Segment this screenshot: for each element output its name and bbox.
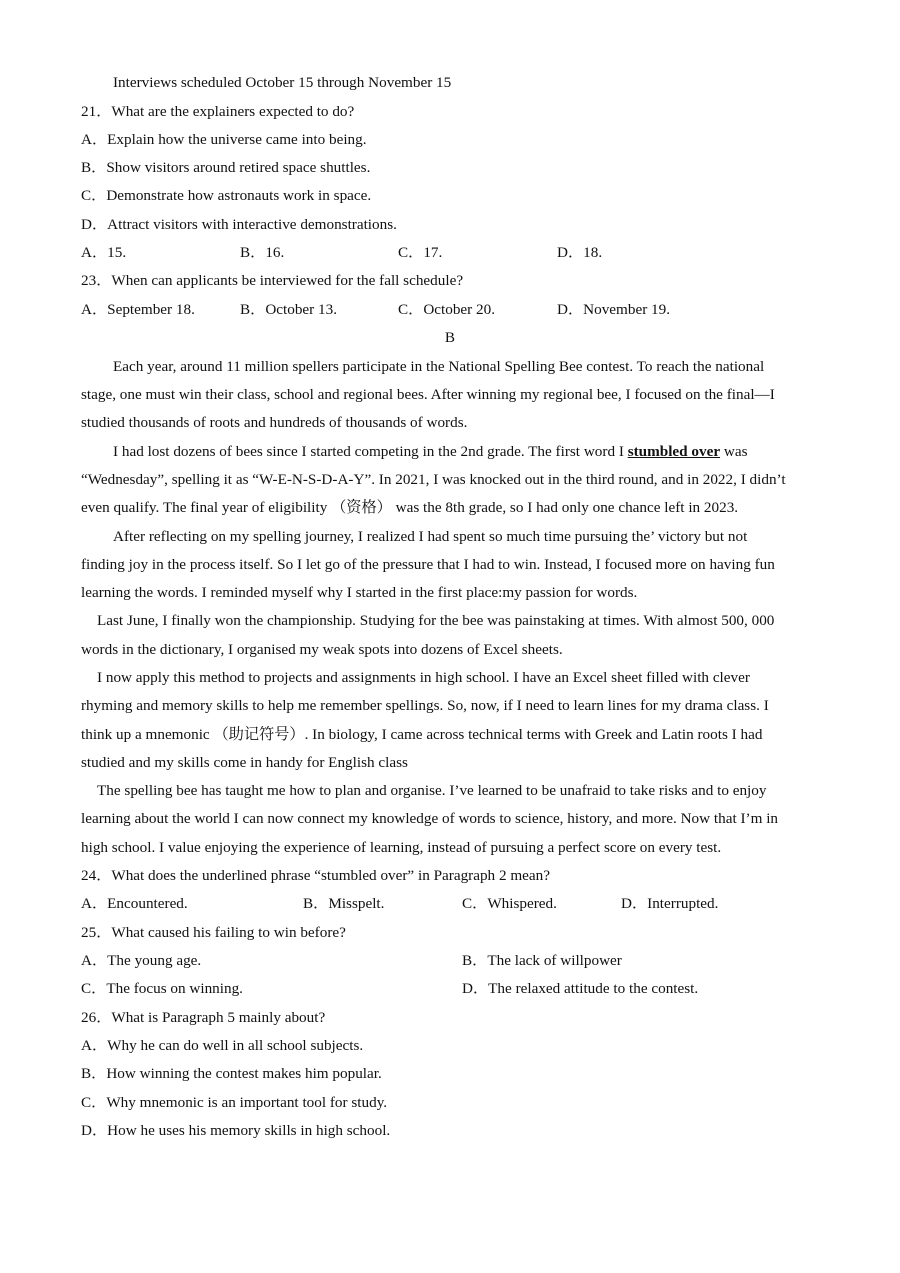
p2-line-1-after: was bbox=[720, 443, 748, 460]
q23-option-d: D．November 19. bbox=[557, 301, 671, 318]
q26-option-b: B．How winning the contest makes him popular. bbox=[81, 1065, 382, 1082]
q26-option-d: D．How he uses his memory skills in high school. bbox=[81, 1122, 391, 1139]
p5-line-2: rhyming and memory skills to help me remember spellings. So, now, if I need to learn lines for my drama class. I bbox=[81, 697, 769, 714]
q25-option-a: A．The young age. bbox=[81, 952, 202, 969]
p1-line-1: Each year, around 11 million spellers participate in the National Spelling Bee contest. To reach the national bbox=[113, 358, 765, 375]
p6-line-1: The spelling bee has taught me how to plan and organise. I’ve learned to be unafraid to take risks and to enjoy bbox=[97, 782, 767, 799]
p3-line-2: finding joy in the process itself. So I let go of the pressure that I had to win. Instead, I focused more on having fun bbox=[81, 556, 775, 573]
q23-option-c: C．October 20. bbox=[398, 301, 496, 318]
q23-option-b: B．October 13. bbox=[240, 301, 338, 318]
p2-line-1-before: I had lost dozens of bees since I started competing in the 2nd grade. The first word I bbox=[113, 443, 628, 460]
q23-option-a: A．September 18. bbox=[81, 301, 195, 318]
q25-option-d: D．The relaxed attitude to the contest. bbox=[462, 980, 699, 997]
p6-line-2: learning about the world I can now connect my knowledge of words to science, history, and more. Now that I’m in bbox=[81, 810, 779, 827]
q21-option-b: B．Show visitors around retired space shuttles. bbox=[81, 159, 371, 176]
interview-schedule-line: Interviews scheduled October 15 through November 15 bbox=[113, 74, 452, 91]
q22-option-c: C．17. bbox=[398, 244, 443, 261]
q25-option-b: B．The lack of willpower bbox=[462, 952, 622, 969]
p2-line-3: even qualify. The final year of eligibility （资格） was the 8th grade, so I had only one chance left in 2023. bbox=[81, 499, 739, 516]
q26-stem: 26．What is Paragraph 5 mainly about? bbox=[81, 1009, 326, 1026]
p2-line-2: “Wednesday”, spelling it as “W-E-N-S-D-A-Y”. In 2021, I was knocked out in the third round, and in 2022, I didn’t bbox=[81, 471, 786, 488]
q24-stem: 24．What does the underlined phrase “stumbled over” in Paragraph 2 mean? bbox=[81, 867, 550, 884]
q21-option-d: D．Attract visitors with interactive demonstrations. bbox=[81, 216, 397, 233]
q21-stem: 21．What are the explainers expected to do? bbox=[81, 103, 355, 120]
p5-line-4: studied and my skills come in handy for English class bbox=[81, 754, 408, 771]
q24-option-c: C．Whispered. bbox=[462, 895, 557, 912]
q26-option-a: A．Why he can do well in all school subjects. bbox=[81, 1037, 364, 1054]
q24-option-b: B．Misspelt. bbox=[303, 895, 385, 912]
q25-option-c: C．The focus on winning. bbox=[81, 980, 243, 997]
q26-option-c: C．Why mnemonic is an important tool for study. bbox=[81, 1094, 388, 1111]
section-label: B bbox=[444, 329, 456, 346]
q24-option-d: D．Interrupted. bbox=[621, 895, 719, 912]
q22-option-b: B．16. bbox=[240, 244, 285, 261]
q21-option-a: A．Explain how the universe came into being. bbox=[81, 131, 367, 148]
p5-line-3: think up a mnemonic （助记符号）. In biology, I came across technical terms with Greek and Latin roots I had bbox=[81, 726, 763, 743]
p6-line-3: high school. I value enjoying the experience of learning, instead of pursuing a perfect score on every test. bbox=[81, 839, 722, 856]
p4-line-1: Last June, I finally won the championship. Studying for the bee was painstaking at times. With almost 500, 000 bbox=[97, 612, 775, 629]
p1-line-2: stage, one must win their class, school and regional bees. After winning my regional bee, I focused on the final—I bbox=[81, 386, 775, 403]
q22-option-d: D．18. bbox=[557, 244, 603, 261]
q21-option-c: C．Demonstrate how astronauts work in space. bbox=[81, 187, 372, 204]
p5-line-1: I now apply this method to projects and assignments in high school. I have an Excel sheet filled with clever bbox=[97, 669, 750, 686]
q22-option-a: A．15. bbox=[81, 244, 127, 261]
q23-stem: 23．When can applicants be interviewed for the fall schedule? bbox=[81, 272, 464, 289]
underlined-phrase: stumbled over bbox=[627, 443, 721, 460]
q25-stem: 25．What caused his failing to win before? bbox=[81, 924, 346, 941]
p4-line-2: words in the dictionary, I organised my weak spots into dozens of Excel sheets. bbox=[81, 641, 563, 658]
p3-line-3: learning the words. I reminded myself why I started in the first place:my passion for words. bbox=[81, 584, 638, 601]
p1-line-3: studied thousands of roots and hundreds of thousands of words. bbox=[81, 414, 468, 431]
p3-line-1: After reflecting on my spelling journey, I realized I had spent so much time pursuing the’ victory but not bbox=[113, 528, 748, 545]
p2-line-1 bbox=[113, 442, 748, 462]
q24-option-a: A．Encountered. bbox=[81, 895, 188, 912]
